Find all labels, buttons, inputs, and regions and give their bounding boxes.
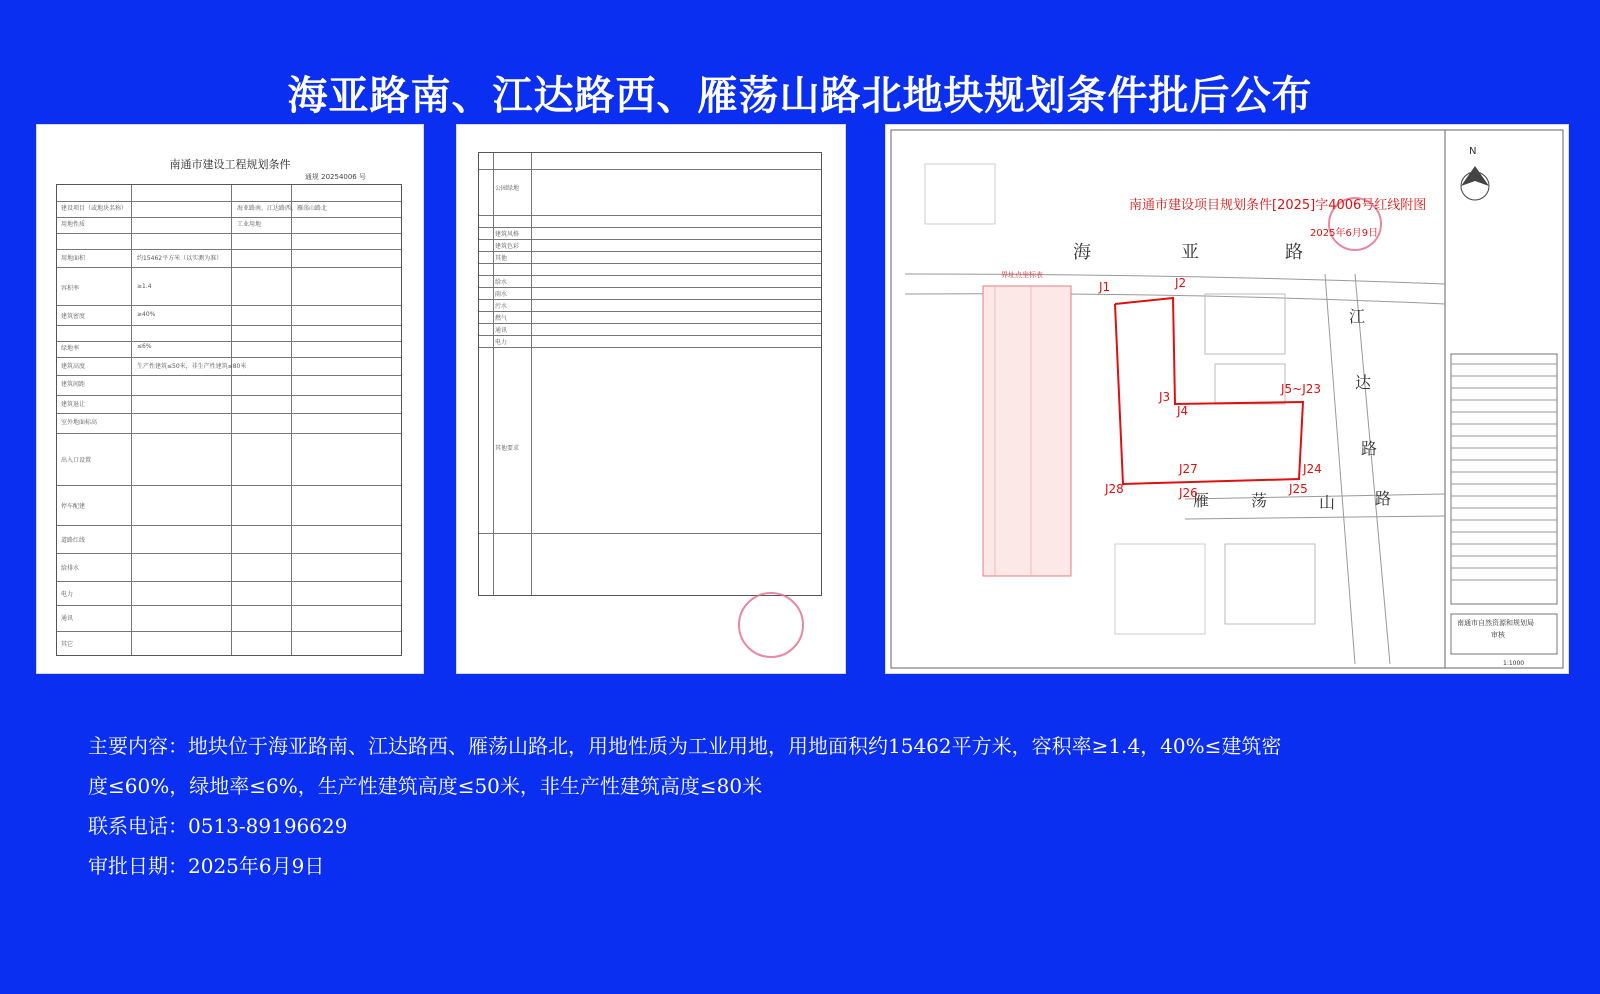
label-color: 建筑色彩	[495, 243, 520, 250]
label-green: 绿地率	[61, 345, 80, 352]
planning-conditions-document[interactable]	[36, 124, 424, 674]
label-rain: 雨水	[495, 291, 508, 298]
point-j1: J1	[1099, 280, 1111, 294]
point-j25: J25	[1289, 482, 1308, 496]
map-scale: 1:1000	[1503, 660, 1525, 667]
label-height: 建筑高度	[61, 363, 86, 370]
label-setback: 建筑退让	[61, 401, 86, 408]
redline-map[interactable]	[885, 124, 1569, 674]
label-road: 道路红线	[61, 537, 86, 544]
label-comms: 通讯	[495, 327, 508, 334]
value-use: 工业用地	[237, 221, 262, 228]
document-heading: 南通市建设工程规划条件	[169, 158, 291, 171]
value-density: ≥40%	[137, 311, 156, 318]
label-spacing: 建筑间距	[61, 381, 86, 388]
value-area: 约15462平方米（以实测为准）	[137, 255, 223, 262]
road-south-2: 荡	[1251, 491, 1268, 510]
map-date: 2025年6月9日	[1310, 228, 1379, 239]
point-j24: J24	[1303, 462, 1322, 476]
point-j4: J4	[1177, 404, 1189, 418]
label-water: 给排水	[61, 565, 80, 572]
label-density: 建筑密度	[61, 313, 86, 320]
page-title: 海亚路南、江达路西、雁荡山路北地块规划条件批后公布	[287, 73, 1313, 119]
map-title: 南通市建设项目规划条件[2025]字4006号红线附图	[1129, 198, 1427, 213]
value-project: 海亚路南、江达路西、雁荡山路北	[237, 205, 328, 212]
label-electric: 电力	[495, 339, 508, 346]
value-far: ≥1.4	[137, 283, 152, 290]
legend-title: 南通市自然资源和规划局	[1457, 619, 1534, 627]
label-style: 建筑风格	[495, 231, 520, 238]
road-south-4: 路	[1375, 489, 1392, 508]
label-use: 用地性质	[61, 221, 86, 228]
coord-table-title: 界址点坐标表	[1001, 271, 1043, 279]
legend-sub: 审核	[1491, 631, 1505, 639]
contact-phone: 联系电话：0513-89196629	[88, 814, 348, 838]
label-misc: 其他	[495, 255, 508, 262]
document-number: 通规 20254006 号	[304, 173, 366, 181]
road-north-2: 亚	[1181, 242, 1199, 263]
label-project: 建设项目（或地块名称）	[61, 205, 128, 212]
road-east-3: 路	[1361, 439, 1378, 458]
point-j26: J26	[1179, 486, 1198, 500]
north-label: N	[1469, 146, 1477, 157]
label-gas: 燃气	[495, 315, 508, 322]
requirements-table	[478, 152, 822, 596]
point-j5-j23: J5~J23	[1281, 382, 1322, 396]
label-telecom: 通讯	[61, 615, 74, 622]
label-parking: 停车配建	[61, 503, 86, 510]
road-east-2: 达	[1355, 373, 1372, 392]
value-height: 生产性建筑≤50米，非生产性建筑≤80米	[137, 363, 247, 370]
conditions-table	[56, 184, 402, 656]
road-east-1: 江	[1349, 307, 1366, 326]
point-j28: J28	[1105, 482, 1124, 496]
label-grade: 室外地面标高	[61, 419, 98, 426]
road-north-3: 路	[1285, 242, 1303, 263]
value-green: ≤6%	[137, 343, 152, 350]
point-j27: J27	[1179, 462, 1198, 476]
label-far: 容积率	[61, 285, 80, 292]
label-other-req: 其他要求	[495, 445, 520, 452]
label-other: 其它	[61, 641, 74, 648]
approval-date: 审批日期：2025年6月9日	[88, 854, 325, 878]
point-j3: J3	[1159, 390, 1171, 404]
label-supply: 给水	[495, 279, 508, 286]
label-entrance: 出入口设置	[61, 457, 92, 464]
road-south-3: 山	[1319, 493, 1336, 512]
label-sewage: 污水	[495, 303, 508, 310]
main-content-line-1: 主要内容：地块位于海亚路南、江达路西、雁荡山路北，用地性质为工业用地，用地面积约15462平方米，容积率≥1.4，40%≤建筑密	[88, 734, 1282, 758]
label-power: 电力	[61, 591, 74, 598]
planning-conditions-page-2[interactable]	[456, 124, 846, 674]
label-area: 用地面积	[61, 255, 86, 262]
label-park: 公园绿地	[495, 185, 520, 192]
main-content-line-2: 度≤60%，绿地率≤6%，生产性建筑高度≤50米，非生产性建筑高度≤80米	[88, 774, 763, 798]
road-north-1: 海	[1073, 242, 1091, 263]
point-j2: J2	[1175, 276, 1187, 290]
road-south-1: 雁	[1193, 491, 1210, 510]
official-seal	[738, 592, 804, 658]
